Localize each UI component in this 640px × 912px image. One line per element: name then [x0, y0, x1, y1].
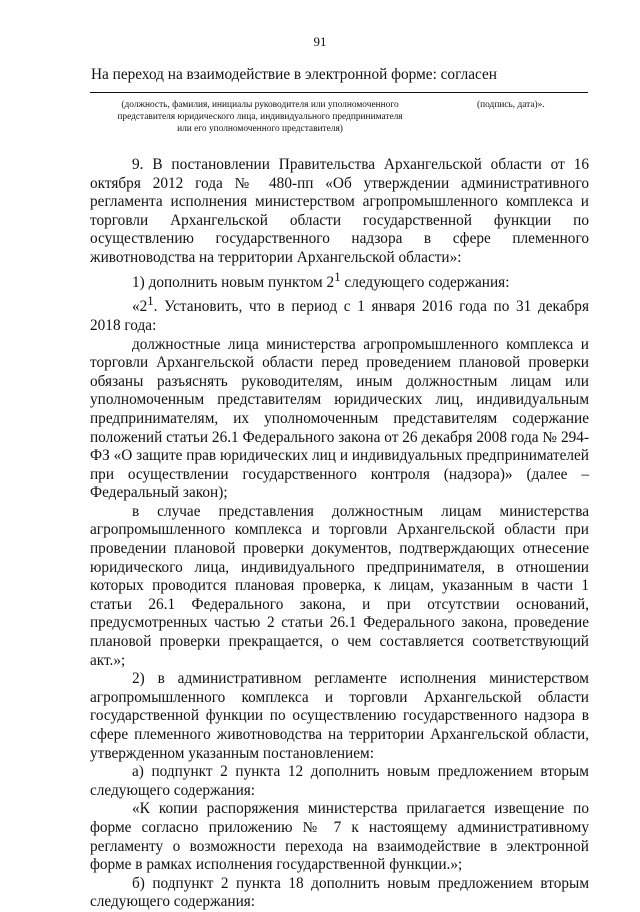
paragraph-subitem-1-text-a: 1) дополнить новым пунктом 2: [132, 273, 335, 291]
signature-line: [90, 92, 588, 93]
paragraph-subitem-b: б) подпункт 2 пункта 18 дополнить новым предложением вторым следующего содержания:: [90, 874, 589, 911]
caption-line-3: или его уполномоченного представителя): [177, 124, 343, 134]
paragraph-item-9: 9. В постановлении Правительства Архангельской области от 16 октября 2012 года № 480-пп «Об утверждении административного регламента исполнения министерством агропромышленного комплекса и торговли Архангельской области государственной функции по осуществлению государственного надзора в сфере племенного животноводства на территории Архангельской области»:: [90, 156, 589, 266]
paragraph-subitem-a: а) подпункт 2 пункта 12 дополнить новым предложением вторым следующего содержания:: [90, 763, 589, 799]
consent-statement: На переход на взаимодействие в электронной форме: согласен: [91, 66, 497, 83]
paragraph-subitem-2: 2) в административном регламенте исполнения министерством агропромышленного комплекса и торговли Архангельской области государственной функции по осуществлению государственного надзора в сфере племенного животноводства на территории Архангельской области, утвержденном указанным постановлением:: [90, 670, 589, 762]
caption-line-1: (должность, фамилия, инициалы руководителя или уполномоченного: [121, 100, 399, 110]
paragraph-inspection-termination: в случае представления должностным лицам министерства агропромышленного комплекса и торговли Архангельской области при проведении плановой проверки документов, подтверждающих отнесение юридического лица, индивидуального предпринимателя, в отношении которых проводится плановая проверка, к лицам, указанным в части 1 статьи 26.1 Федерального закона, и при отсутствии оснований, предусмотренных частью 2 статьи 26.1 Федерального закона, проведение плановой проверки прекращается, о чем составляется соответствующий акт.»;: [90, 502, 589, 669]
caption-line-2: представителя юридического лица, индивидуального предпринимателя: [117, 112, 403, 122]
paragraph-subitem-1: [90, 268, 589, 293]
superscript: 1: [147, 294, 154, 309]
superscript: 1: [334, 269, 341, 284]
paragraph-new-point-text-b: . Установить, что в период с 1 января 2016 года по 31 декабря 2018 года:: [90, 298, 589, 334]
page-number: 91: [313, 34, 327, 49]
paragraph-new-point: [90, 292, 589, 335]
signature-caption-left: [92, 99, 428, 135]
paragraph-quote-notice: «К копии распоряжения министерства прилагается извещение по форме согласно приложению № 7 к настоящему административному регламенту о возможности перехода на взаимодействие в электронной форме в рамках исполнения государственной функции.»;: [90, 800, 589, 874]
document-body: [90, 156, 589, 912]
paragraph-officials-duty: должностные лица министерства агропромышленного комплекса и торговли Архангельской области перед проведением плановой проверки обязаны разъяснять руководителям, иным должностным лицам или уполномоченным представителям юридических лиц, индивидуальным предпринимателям, их уполномоченным представителям содержание положений статьи 26.1 Федерального закона от 26 декабря 2008 года № 294-ФЗ «О защите прав юридических лиц и индивидуальных предпринимателей при осуществлении государственного контроля (надзора)» (далее – Федеральный закон);: [90, 335, 589, 502]
signature-caption: [92, 99, 582, 135]
paragraph-subitem-1-text-b: следующего содержания:: [340, 273, 510, 291]
signature-caption-right: (подпись, дата)».: [477, 100, 545, 110]
paragraph-new-point-text-a: «2: [132, 298, 148, 316]
